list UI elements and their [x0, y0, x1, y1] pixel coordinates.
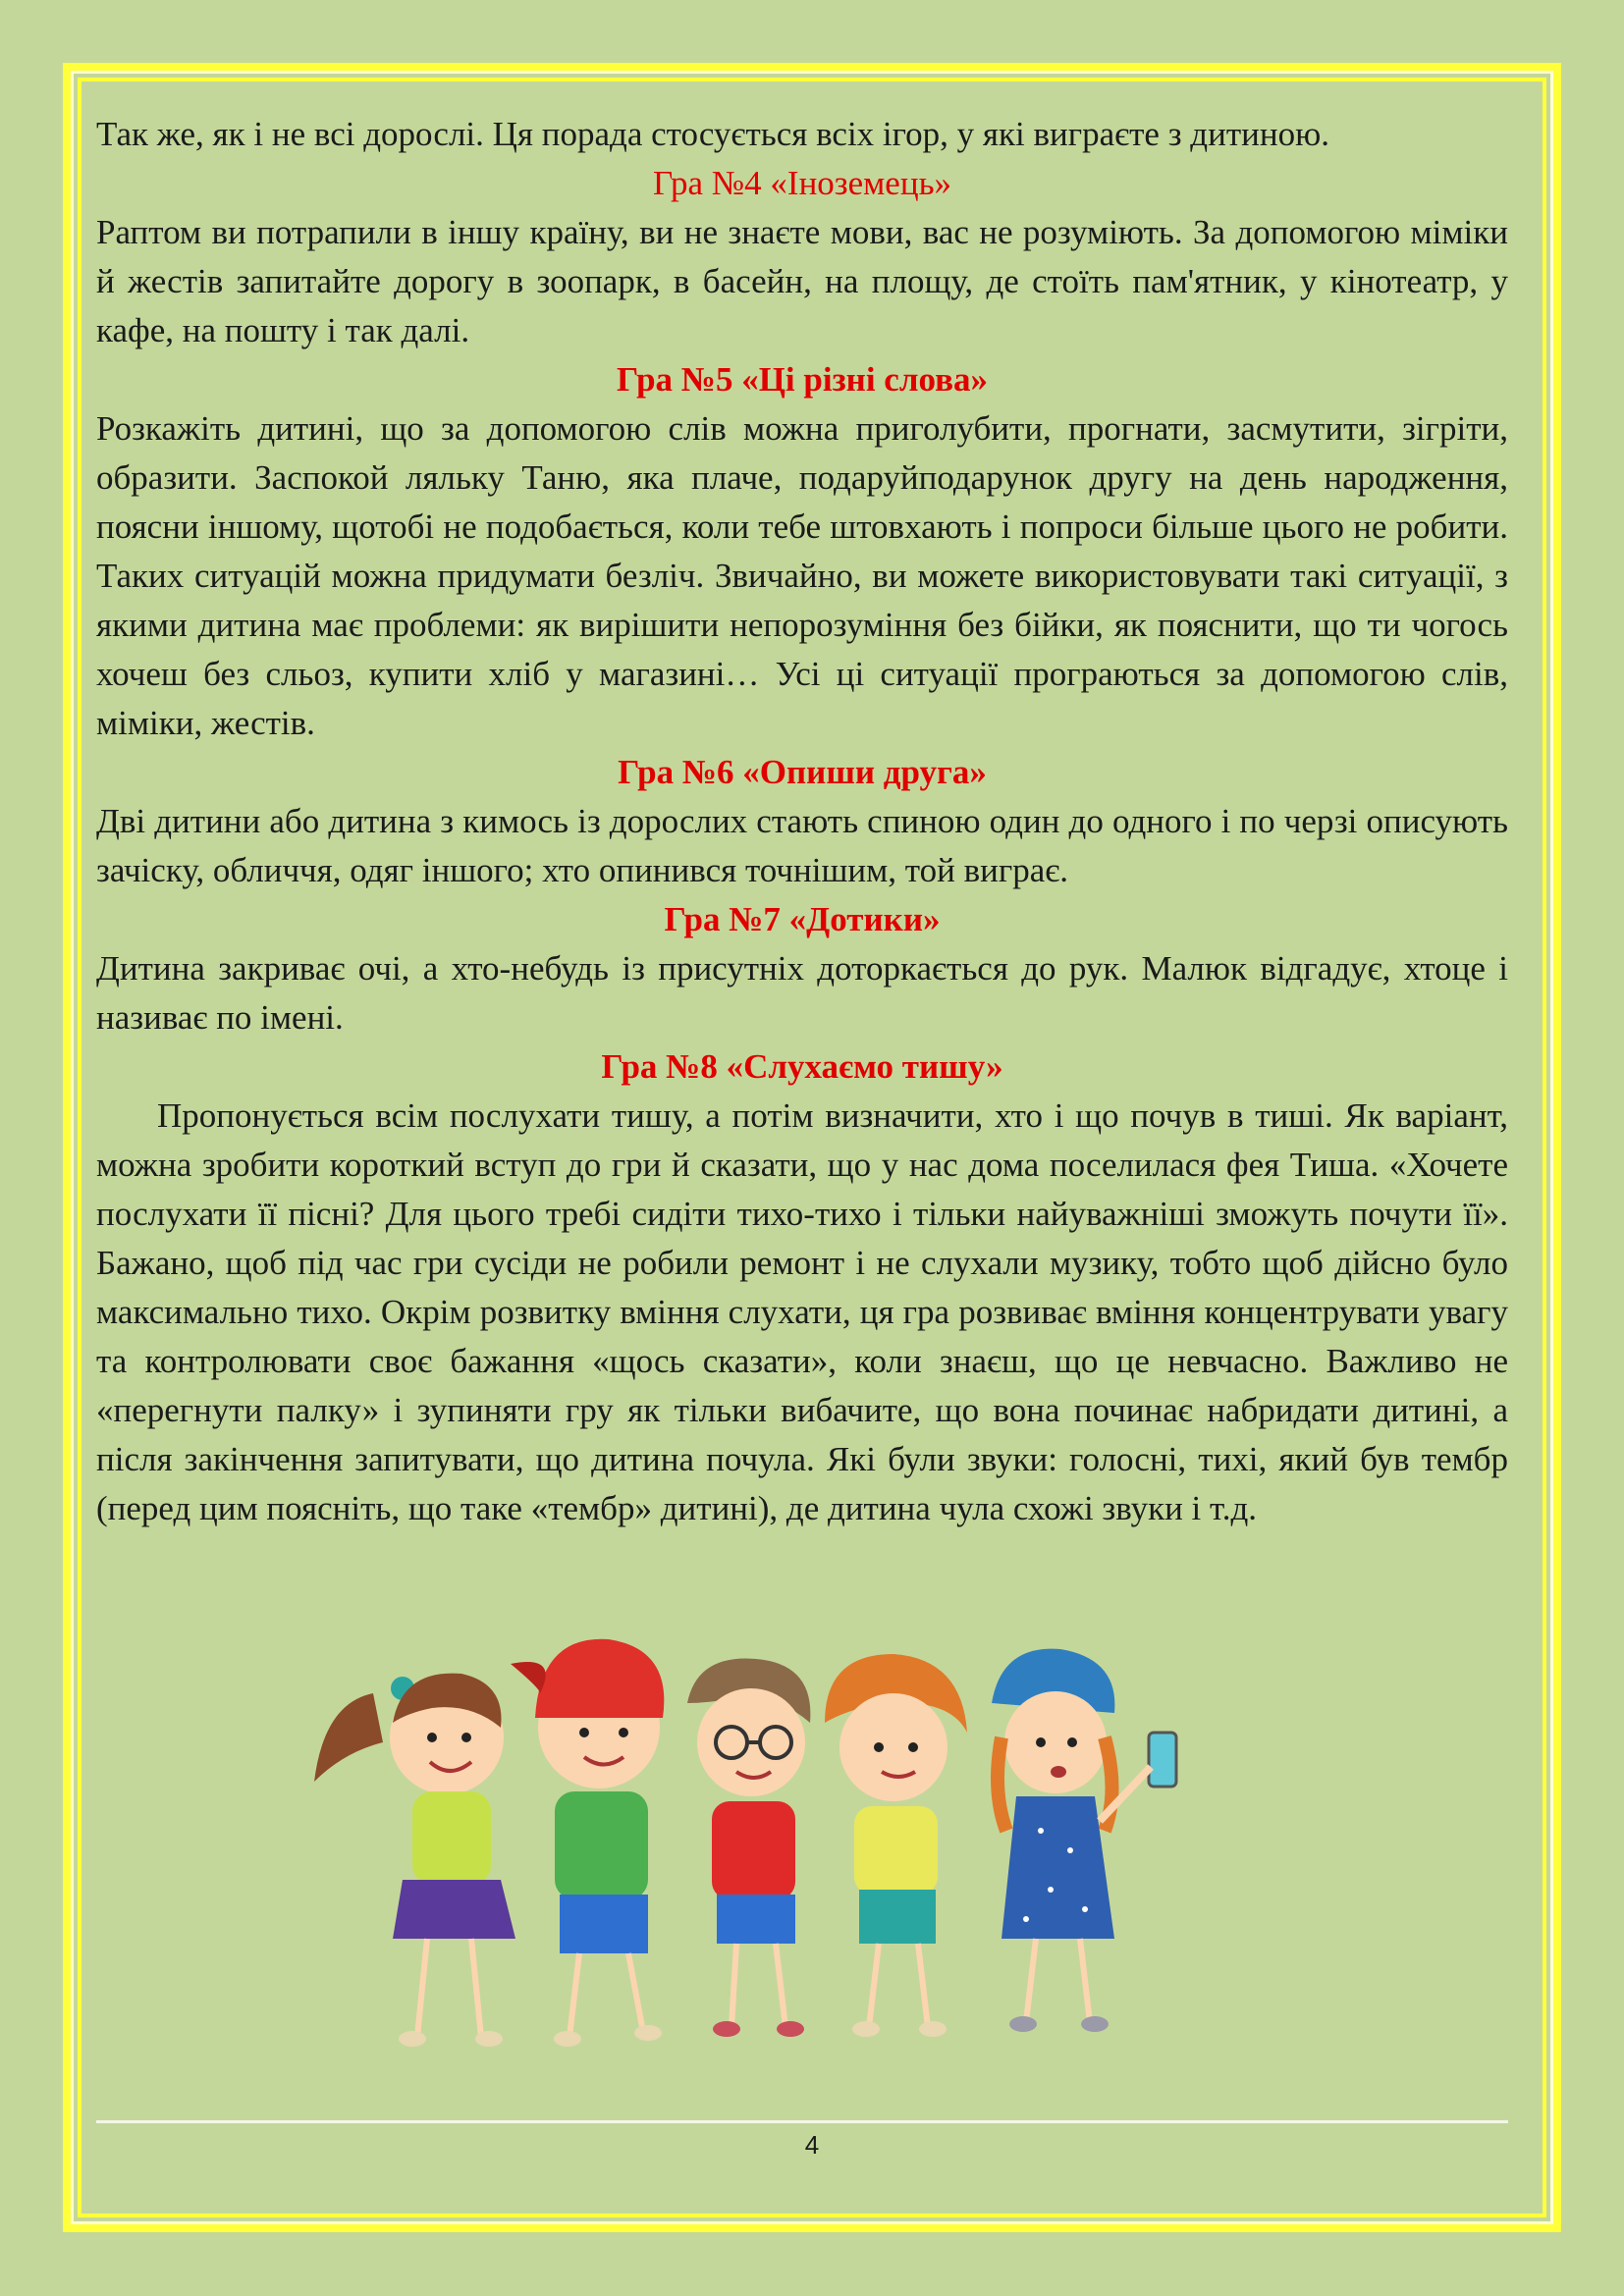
game8-heading: Гра №8 «Слухаємо тишу» [601, 1047, 1003, 1086]
child-girl-orange-hair [825, 1654, 967, 2037]
game5-paragraph: Розкажіть дитині, що за допомогою слів можна приголубити, прогнати, засмутити, зігріти, образити. Заспокой ляльку Таню, яка плаче, подаруйподарунок другу на день народження, поясни іншому, щотобі не подобається, коли тебе штовхають і попроси більше цього не робити. Таких ситуацій можна придумати безліч. Звичайно, ви можете використовувати такі ситуації, з якими дитина має проблеми: як вирішити непорозуміння без бійки, як пояснити, що ти чогось хочеш без сльоз, купити хліб у магазині… Усі ці ситуації програються за допомогою слів, міміки, жестів. [96, 409, 1508, 742]
intro-paragraph: Так же, як і не всі дорослі. Ця порада стосується всіх ігор, у які виграєте з дитиною. [96, 115, 1329, 153]
child-girl-ponytail [314, 1674, 515, 2047]
page-content [96, 110, 1508, 1533]
game4-heading: Гра №4 «Іноземець» [652, 164, 952, 202]
child-girl-blue-cap-phone [992, 1649, 1176, 2032]
game6-heading: Гра №6 «Опиши друга» [618, 753, 987, 791]
child-boy-glasses [687, 1659, 810, 2037]
game7-heading: Гра №7 «Дотики» [664, 900, 941, 938]
game5-heading: Гра №5 «Ці різні слова» [617, 360, 988, 399]
game6-paragraph: Дві дитини або дитина з кимось із дорослих стають спиною один до одного і по черзі описують зачіску, обличчя, одяг іншого; хто опинився точнішим, той виграє. [96, 802, 1508, 889]
footer-divider [96, 2120, 1508, 2123]
child-boy-red-cap [511, 1639, 664, 2047]
game7-paragraph: Дитина закриває очі, а хто-небудь із присутніх доторкається до рук. Малюк відгадує, хтоце і називає по імені. [96, 949, 1508, 1037]
page-number: 4 [804, 2130, 820, 2160]
children-illustration [314, 1634, 1218, 2081]
game8-paragraph: Пропонується всім послухати тишу, а потім визначити, хто і що почув в тиші. Як варіант, можна зробити короткий вступ до гри й сказати, що у нас дома поселилася фея Тиша. «Хочете послухати її пісні? Для цього требі сидіти тихо-тихо і тільки найуважніші зможуть почути її». Бажано, щоб під час гри сусіди не робили ремонт і не слухали музику, тобто щоб дійсно було максимально тихо. Окрім розвитку вміння слухати, ця гра розвиває вміння концентрувати увагу та контролювати своє бажання «щось сказати», коли знаєш, що це невчасно. Важливо не «перегнути палку» і зупиняти гру як тільки вибачите, що вона починає набридати дитині, а після закінчення запитувати, що дитина почула. Які були звуки: голосні, тихі, який був тембр (перед цим поясніть, що таке «тембр» дитині), де дитина чула схожі звуки і т.д. [96, 1096, 1508, 1527]
game4-paragraph: Раптом ви потрапили в іншу країну, ви не знаєте мови, вас не розуміють. За допомогою міміки й жестів запитайте дорогу в зоопарк, в басейн, на площу, де стоїть пам'ятник, у кінотеатр, у кафе, на пошту і так далі. [96, 213, 1508, 349]
